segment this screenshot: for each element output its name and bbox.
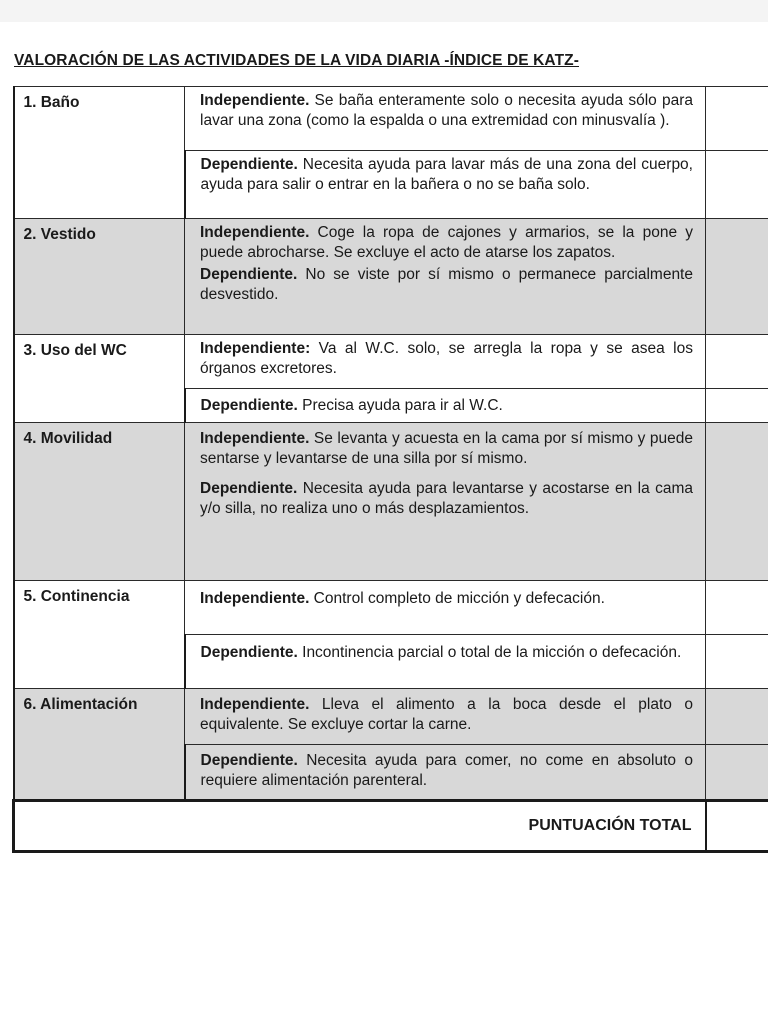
score-cell[interactable]: [706, 219, 768, 335]
criterion-label: Dependiente.: [200, 156, 298, 173]
criterion-text: Incontinencia parcial o total de la micción o defecación.: [297, 644, 682, 661]
table-row: [14, 581, 768, 635]
score-cell[interactable]: [706, 745, 768, 801]
category-continencia: 5. Continencia: [14, 581, 185, 689]
total-label: PUNTUACIÓN TOTAL: [14, 801, 706, 852]
category-alimentacion: 6. Alimentación: [14, 689, 185, 801]
criterion-label: Independiente.: [200, 92, 310, 109]
criterion-label: Independiente:: [200, 340, 311, 357]
criterion-dependent: [185, 745, 706, 801]
criterion-text: Necesita ayuda para lavar más de una zona del cuerpo, ayuda para salir o entrar en la bañera o no se baña solo.: [200, 156, 693, 193]
criterion-text: Necesita ayuda para levantarse y acostarse en la cama y/o silla, no realiza uno o más desplazamientos.: [200, 480, 693, 517]
score-cell[interactable]: [706, 389, 768, 423]
criterion-label: Independiente.: [200, 430, 310, 447]
scan-margin: [0, 0, 768, 22]
criterion-dependent: [185, 389, 706, 423]
table-row: [14, 689, 768, 745]
table-row: [14, 219, 768, 335]
total-row: [14, 801, 768, 852]
criterion-text: Coge la ropa de cajones y armarios, se la pone y puede abrocharse. Se excluye el acto de atarse los zapatos.: [200, 224, 693, 261]
score-cell[interactable]: [706, 423, 768, 581]
criterion-label: Independiente.: [200, 224, 310, 241]
criterion-text: Se baña enteramente solo o necesita ayuda sólo para lavar una zona (como la espalda o una extremidad con minusvalía ).: [200, 92, 693, 129]
criterion-independent: [185, 689, 706, 745]
criterion-dependent: [185, 635, 706, 689]
category-movilidad: 4. Movilidad: [14, 423, 185, 581]
table-row: [14, 87, 768, 151]
criterion-dependent: [185, 151, 706, 219]
score-cell[interactable]: [706, 635, 768, 689]
criterion-label: Dependiente.: [200, 752, 298, 769]
criterion-label: Dependiente.: [200, 397, 298, 414]
criterion-text: No se viste por sí mismo o permanece parcialmente desvestido.: [200, 266, 693, 303]
score-cell[interactable]: [706, 335, 768, 389]
criterion-independent: [185, 87, 706, 151]
category-bano: 1. Baño: [14, 87, 185, 219]
criterion-label: Independiente.: [200, 696, 310, 713]
criterion-text: Va al W.C. solo, se arregla la ropa y se asea los órganos excretores.: [200, 340, 693, 377]
criterion-text: Necesita ayuda para comer, no come en absoluto o requiere alimentación parenteral.: [200, 752, 693, 789]
score-cell[interactable]: [706, 87, 768, 151]
criterion-label: Dependiente.: [200, 480, 298, 497]
category-vestido: 2. Vestido: [14, 219, 185, 335]
criterion-combined: [185, 219, 706, 335]
criterion-label: Independiente.: [200, 590, 310, 607]
score-cell[interactable]: [706, 581, 768, 635]
total-score-cell[interactable]: [706, 801, 768, 852]
criterion-combined: [185, 423, 706, 581]
table-row: [14, 335, 768, 389]
criterion-text: Precisa ayuda para ir al W.C.: [297, 397, 503, 414]
criterion-text: Control completo de micción y defecación.: [309, 590, 605, 607]
criterion-independent: [185, 335, 706, 389]
katz-index-table: [12, 86, 768, 853]
table-row: [14, 423, 768, 581]
page-title: VALORACIÓN DE LAS ACTIVIDADES DE LA VIDA DIARIA -ÍNDICE DE KATZ-: [14, 52, 579, 69]
category-uso-wc: 3. Uso del WC: [14, 335, 185, 423]
criterion-text: Se levanta y acuesta en la cama por sí mismo y puede sentarse y levantarse de una silla por sí mismo.: [200, 430, 693, 467]
criterion-label: Dependiente.: [200, 644, 298, 661]
criterion-label: Dependiente.: [200, 266, 298, 283]
criterion-text: Lleva el alimento a la boca desde el plato o equivalente. Se excluye cortar la carne.: [200, 696, 693, 733]
score-cell[interactable]: [706, 689, 768, 745]
score-cell[interactable]: [706, 151, 768, 219]
criterion-independent: [185, 581, 706, 635]
